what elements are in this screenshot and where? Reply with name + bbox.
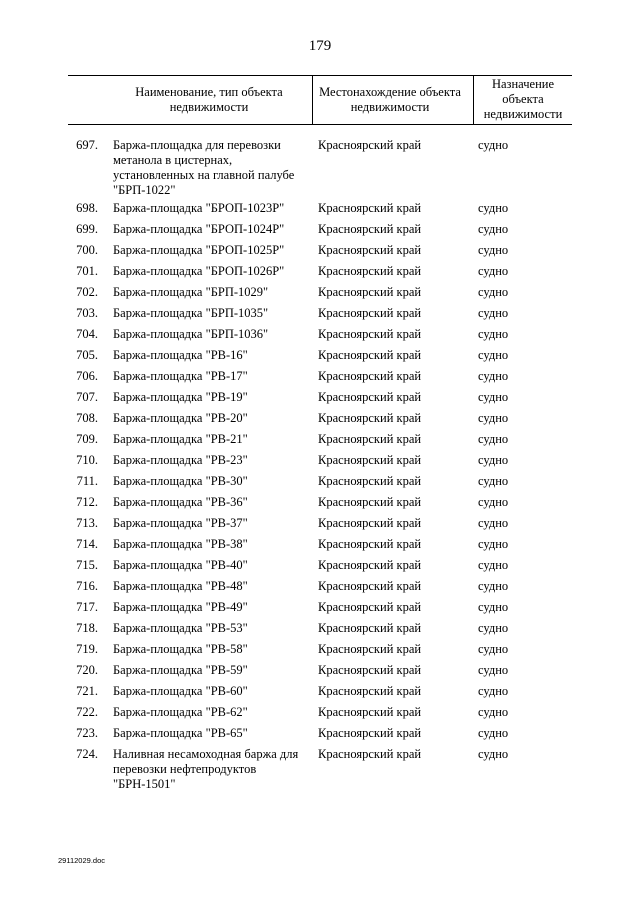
row-number: 713.	[76, 516, 98, 530]
table-row	[0, 642, 640, 663]
row-number: 721.	[76, 684, 98, 698]
table-row	[0, 432, 640, 453]
object-name: Баржа-площадка "РВ-21"	[113, 432, 248, 446]
object-purpose: судно	[478, 222, 509, 236]
object-location: Красноярский край	[318, 495, 422, 509]
row-number: 710.	[76, 453, 98, 467]
object-purpose: судно	[478, 264, 509, 278]
object-name: Баржа-площадка "РВ-65"	[113, 726, 248, 740]
object-name: Баржа-площадка "РВ-17"	[113, 369, 248, 383]
object-purpose: судно	[478, 432, 509, 446]
object-name: Баржа-площадка "БРП-1036"	[113, 327, 269, 341]
object-purpose: судно	[478, 474, 509, 488]
object-name: Баржа-площадка "БРП-1035"	[113, 306, 269, 320]
object-purpose: судно	[478, 516, 509, 530]
table-row	[0, 663, 640, 684]
object-name: Баржа-площадка "РВ-59"	[113, 663, 248, 677]
object-purpose: судно	[478, 537, 509, 551]
object-name: Баржа-площадка "РВ-53"	[113, 621, 248, 635]
table-row	[0, 264, 640, 285]
object-purpose: судно	[478, 138, 509, 152]
object-location: Красноярский край	[318, 705, 422, 719]
table-row	[0, 684, 640, 705]
table-row	[0, 621, 640, 642]
table-row	[0, 348, 640, 369]
object-name: Баржа-площадка "РВ-48"	[113, 579, 248, 593]
table-row	[0, 369, 640, 390]
object-name: Наливная несамоходная баржа для перевозки нефтепродуктов "БРН-1501"	[113, 747, 299, 791]
row-number: 718.	[76, 621, 98, 635]
table-row	[0, 474, 640, 495]
object-purpose: судно	[478, 369, 509, 383]
row-number: 723.	[76, 726, 98, 740]
table-row	[0, 747, 640, 795]
page-number: 179	[308, 38, 332, 54]
object-location: Красноярский край	[318, 369, 422, 383]
row-number: 709.	[76, 432, 98, 446]
table-row	[0, 243, 640, 264]
object-name: Баржа-площадка "РВ-58"	[113, 642, 248, 656]
object-location: Красноярский край	[318, 684, 422, 698]
row-number: 704.	[76, 327, 98, 341]
object-location: Красноярский край	[318, 726, 422, 740]
table-row	[0, 516, 640, 537]
table-row	[0, 138, 640, 201]
table-row	[0, 390, 640, 411]
object-purpose: судно	[478, 726, 509, 740]
object-location: Красноярский край	[318, 537, 422, 551]
object-name: Баржа-площадка "РВ-20"	[113, 411, 248, 425]
object-location: Красноярский край	[318, 516, 422, 530]
object-purpose: судно	[478, 453, 509, 467]
table-row	[0, 495, 640, 516]
object-purpose: судно	[478, 306, 509, 320]
row-number: 717.	[76, 600, 98, 614]
object-name: Баржа-площадка "РВ-62"	[113, 705, 248, 719]
row-number: 720.	[76, 663, 98, 677]
object-purpose: судно	[478, 579, 509, 593]
object-purpose: судно	[478, 747, 509, 761]
object-name: Баржа-площадка "РВ-38"	[113, 537, 248, 551]
table-row	[0, 705, 640, 726]
object-location: Красноярский край	[318, 579, 422, 593]
table-row	[0, 411, 640, 432]
object-name: Баржа-площадка "БРОП-1026Р"	[113, 264, 285, 278]
table-row	[0, 558, 640, 579]
object-name: Баржа-площадка для перевозки метанола в цистернах, установленных на главной палубе "БРП-1022"	[113, 138, 295, 197]
object-name: Баржа-площадка "РВ-36"	[113, 495, 248, 509]
object-purpose: судно	[478, 495, 509, 509]
row-number: 719.	[76, 642, 98, 656]
table-body	[0, 138, 640, 795]
table-row	[0, 306, 640, 327]
row-number: 708.	[76, 411, 98, 425]
object-location: Красноярский край	[318, 222, 422, 236]
object-location: Красноярский край	[318, 390, 422, 404]
object-purpose: судно	[478, 600, 509, 614]
object-name: Баржа-площадка "БРОП-1024Р"	[113, 222, 285, 236]
row-number: 716.	[76, 579, 98, 593]
object-location: Красноярский край	[318, 474, 422, 488]
object-name: Баржа-площадка "РВ-19"	[113, 390, 248, 404]
table-row	[0, 579, 640, 600]
table-row	[0, 726, 640, 747]
object-name: Баржа-площадка "РВ-30"	[113, 474, 248, 488]
object-location: Красноярский край	[318, 201, 422, 215]
object-purpose: судно	[478, 411, 509, 425]
object-purpose: судно	[478, 621, 509, 635]
table-row	[0, 222, 640, 243]
row-number: 705.	[76, 348, 98, 362]
table-row	[0, 537, 640, 558]
object-purpose: судно	[478, 705, 509, 719]
object-location: Красноярский край	[318, 663, 422, 677]
object-location: Красноярский край	[318, 327, 422, 341]
object-name: Баржа-площадка "БРП-1029"	[113, 285, 269, 299]
object-location: Красноярский край	[318, 306, 422, 320]
object-purpose: судно	[478, 642, 509, 656]
table-row	[0, 285, 640, 306]
table-row	[0, 327, 640, 348]
table-header	[68, 75, 572, 125]
row-number: 703.	[76, 306, 98, 320]
footer-filename: 29112029.doc	[58, 856, 105, 865]
object-name: Баржа-площадка "РВ-40"	[113, 558, 248, 572]
row-number: 715.	[76, 558, 98, 572]
row-number: 711.	[76, 474, 98, 488]
object-purpose: судно	[478, 327, 509, 341]
object-location: Красноярский край	[318, 453, 422, 467]
row-number: 707.	[76, 390, 98, 404]
header-name: Наименование, тип объекта недвижимости	[135, 85, 283, 114]
object-location: Красноярский край	[318, 348, 422, 362]
row-number: 702.	[76, 285, 98, 299]
object-location: Красноярский край	[318, 558, 422, 572]
object-name: Баржа-площадка "РВ-37"	[113, 516, 248, 530]
row-number: 697.	[76, 138, 98, 152]
object-location: Красноярский край	[318, 600, 422, 614]
object-name: Баржа-площадка "РВ-60"	[113, 684, 248, 698]
object-location: Красноярский край	[318, 621, 422, 635]
table-row	[0, 600, 640, 621]
row-number: 712.	[76, 495, 98, 509]
row-number: 701.	[76, 264, 98, 278]
row-number: 706.	[76, 369, 98, 383]
row-number: 722.	[76, 705, 98, 719]
object-location: Красноярский край	[318, 285, 422, 299]
header-location: Местонахождение объекта недвижимости	[319, 85, 461, 114]
object-name: Баржа-площадка "РВ-49"	[113, 600, 248, 614]
object-location: Красноярский край	[318, 747, 422, 761]
table-row	[0, 453, 640, 474]
object-purpose: судно	[478, 201, 509, 215]
object-purpose: судно	[478, 285, 509, 299]
object-location: Красноярский край	[318, 243, 422, 257]
header-purpose: Назначение объекта недвижимости	[483, 77, 563, 121]
object-purpose: судно	[478, 390, 509, 404]
object-purpose: судно	[478, 243, 509, 257]
object-purpose: судно	[478, 558, 509, 572]
object-purpose: судно	[478, 348, 509, 362]
object-location: Красноярский край	[318, 642, 422, 656]
object-name: Баржа-площадка "БРОП-1025Р"	[113, 243, 285, 257]
object-name: Баржа-площадка "БРОП-1023Р"	[113, 201, 285, 215]
object-name: Баржа-площадка "РВ-16"	[113, 348, 248, 362]
object-name: Баржа-площадка "РВ-23"	[113, 453, 248, 467]
object-location: Красноярский край	[318, 432, 422, 446]
object-purpose: судно	[478, 684, 509, 698]
object-location: Красноярский край	[318, 411, 422, 425]
object-location: Красноярский край	[318, 264, 422, 278]
row-number: 724.	[76, 747, 98, 761]
object-location: Красноярский край	[318, 138, 422, 152]
row-number: 700.	[76, 243, 98, 257]
row-number: 714.	[76, 537, 98, 551]
table-row	[0, 201, 640, 222]
row-number: 698.	[76, 201, 98, 215]
row-number: 699.	[76, 222, 98, 236]
object-purpose: судно	[478, 663, 509, 677]
